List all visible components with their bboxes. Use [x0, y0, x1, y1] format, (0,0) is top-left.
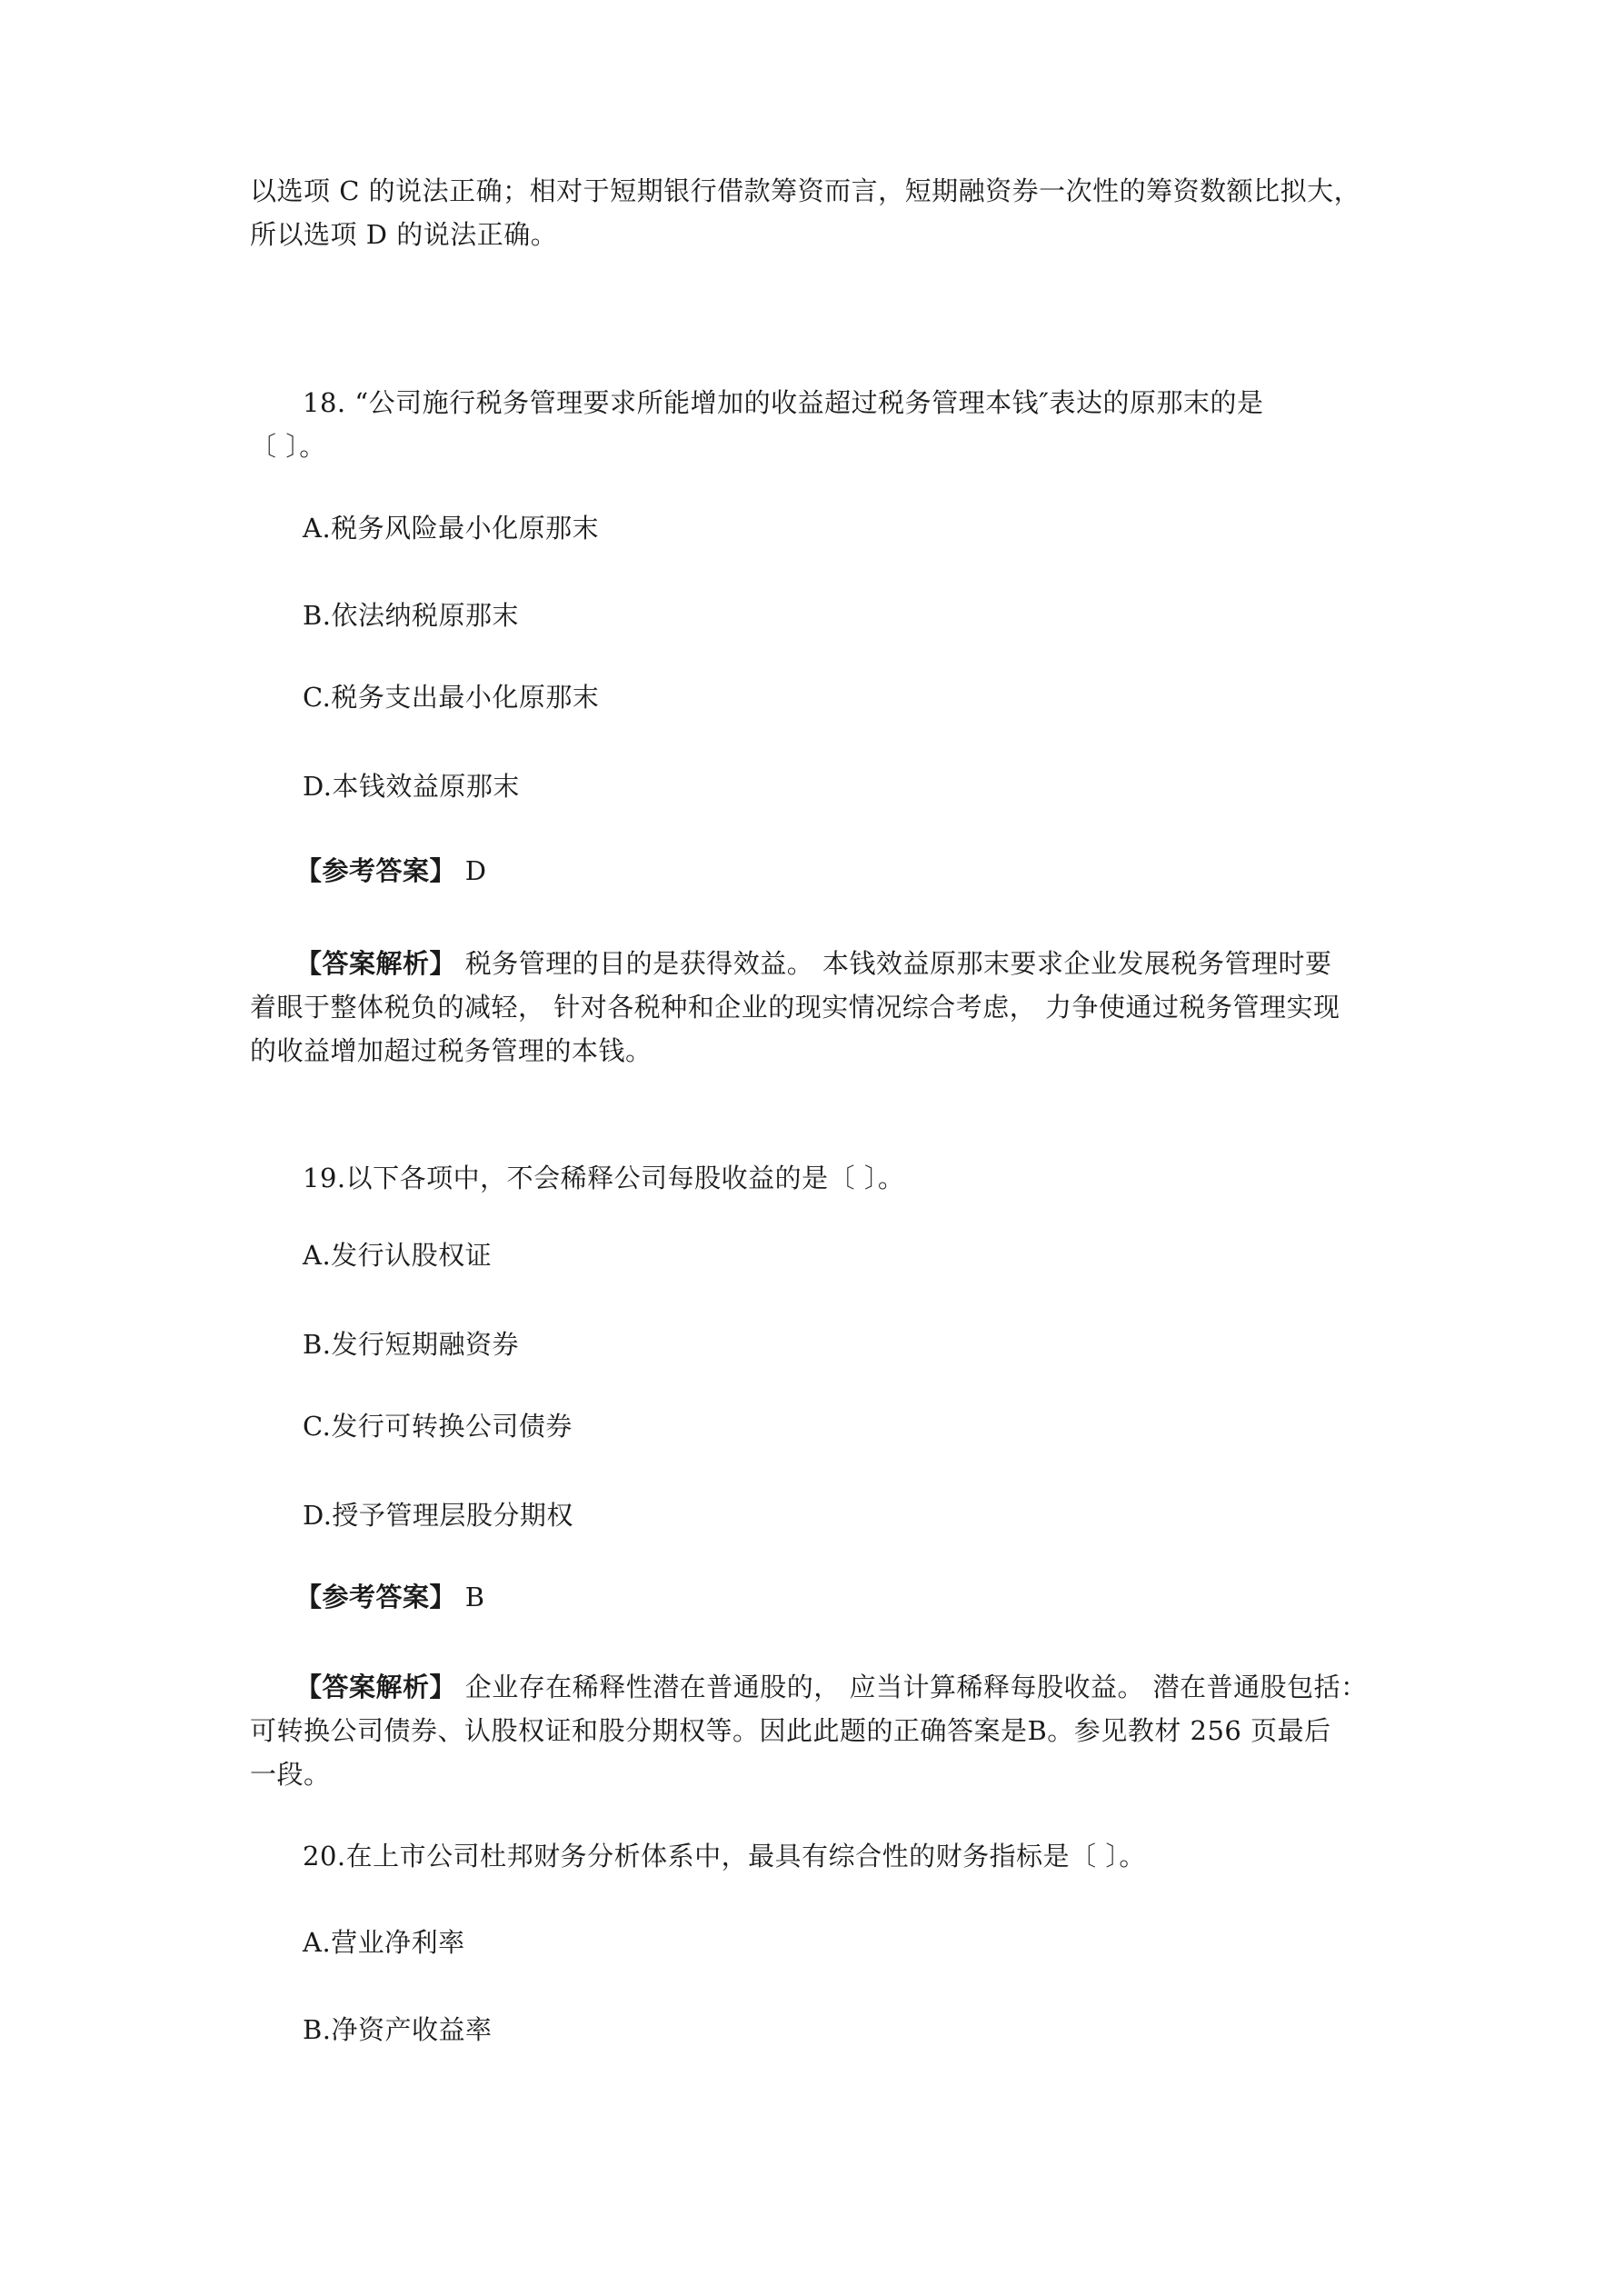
q19-answer-label: 【参考答案】: [295, 1582, 457, 1612]
q18-analysis-line-1: [295, 945, 1331, 982]
q18-answer: [295, 853, 487, 889]
q19-answer-value: B: [464, 1582, 485, 1612]
q18-analysis-line-2: 着眼于整体税负的减轻， 针对各税种和企业的现实情况综合考虑， 力争使通过税务管理实现: [250, 992, 1340, 1023]
q19-option-d: D.授予管理层股分期权: [303, 1500, 573, 1531]
q18-answer-label: 【参考答案】: [295, 855, 457, 886]
q19-analysis-line-1: [295, 1669, 1368, 1705]
q20-option-b: B.净资产收益率: [303, 2014, 493, 2045]
q18-option-a: A.税务风险最小化原那末: [303, 513, 600, 544]
q18-analysis-label: 【答案解析】: [295, 948, 457, 979]
intro-line-1: 以选项 C 的说法正确；相对于短期银行借款筹资而言，短期融资券一次性的筹资数额比拟大，: [250, 175, 1361, 206]
q19-analysis-line-3: 一段。: [250, 1759, 331, 1790]
q19-option-b: B.发行短期融资券: [303, 1329, 520, 1360]
intro-line-2: 所以选项 D 的说法正确。: [250, 219, 558, 250]
q18-option-c: C.税务支出最小化原那末: [303, 682, 600, 713]
q18-stem-line-2: 〔 〕。: [250, 431, 326, 462]
q18-analysis-text-1: 税务管理的目的是获得效益。 本钱效益原那末要求企业发展税务管理时要: [464, 948, 1332, 979]
q19-answer: [295, 1579, 485, 1615]
q19-stem: 19.以下各项中，不会稀释公司每股收益的是〔 〕。: [303, 1163, 905, 1193]
q19-option-c: C.发行可转换公司债券: [303, 1411, 573, 1442]
q18-option-d: D.本钱效益原那末: [303, 771, 520, 802]
q19-analysis-text-1: 企业存在稀释性潜在普通股的， 应当计算稀释每股收益。 潜在普通股包括：: [464, 1672, 1368, 1702]
q19-analysis-line-2: 可转换公司债券、认股权证和股分期权等。因此此题的正确答案是B。参见教材 256 页最后: [250, 1715, 1331, 1746]
q18-stem-line-1: 18. “公司施行税务管理要求所能增加的收益超过税务管理本钱″表达的原那末的是: [303, 387, 1264, 418]
q19-analysis-label: 【答案解析】: [295, 1672, 457, 1702]
q20-stem: 20.在上市公司杜邦财务分析体系中，最具有综合性的财务指标是〔 〕。: [303, 1841, 1146, 1872]
q20-option-a: A.营业净利率: [303, 1927, 465, 1958]
q18-answer-value: D: [464, 855, 487, 886]
q18-analysis-line-3: 的收益增加超过税务管理的本钱。: [250, 1035, 653, 1066]
q18-option-b: B.依法纳税原那末: [303, 600, 520, 631]
q19-option-a: A.发行认股权证: [303, 1240, 493, 1271]
